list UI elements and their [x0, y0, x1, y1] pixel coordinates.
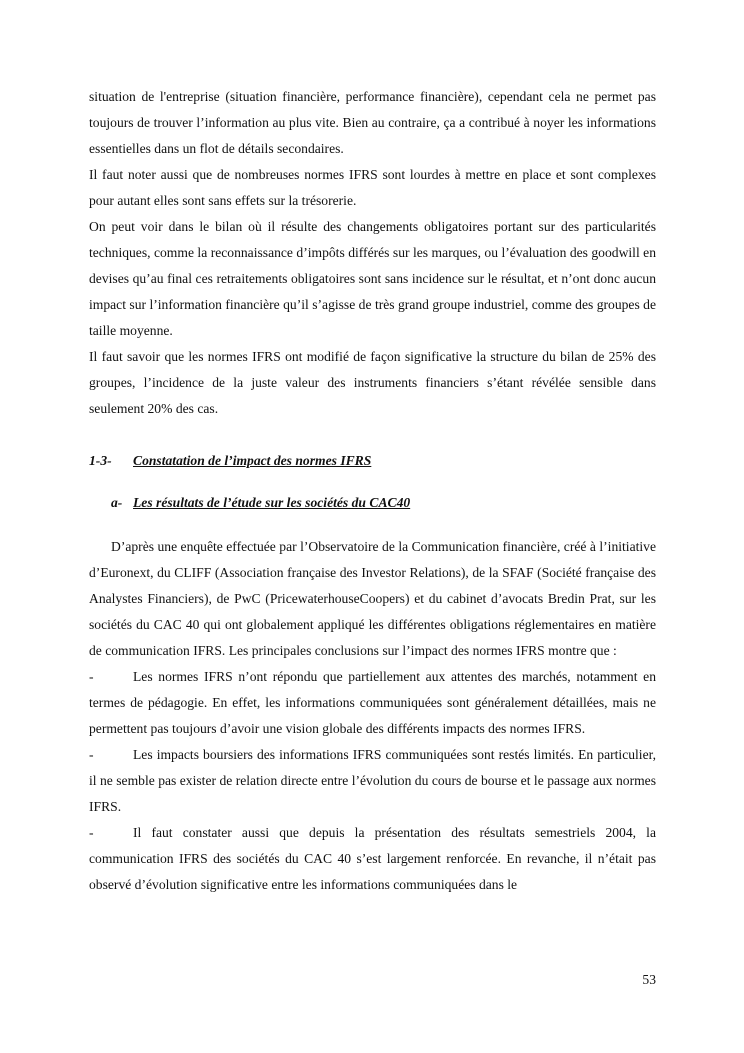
spacer [89, 474, 656, 490]
subsection-heading [89, 490, 656, 516]
bullet-text: Les impacts boursiers des informations IFRS communiquées sont restés limités. En particulier, il ne semble pas exister de relation directe entre l’évolution du cours de bourse et le passage aux normes IFRS. [89, 747, 656, 814]
paragraph: On peut voir dans le bilan où il résulte des changements obligatoires portant sur des particularités techniques, comme la reconnaissance d’impôts différés sur les marques, ou l’évaluation des goodwill en devises qu’au final ces retraitements obligatoires sont sans incidence sur le résultat, et n’ont donc aucun impact sur l’information financière qu’il s’agisse de très grand groupe industriel, comme des groupes de taille moyenne. [89, 219, 656, 338]
subsection-title: Les résultats de l’étude sur les sociétés du CAC40 [133, 495, 411, 510]
subsection-letter: a- [111, 495, 123, 510]
bullet-item [89, 820, 656, 898]
section-number: 1-3- [89, 453, 112, 468]
paragraph: Il faut noter aussi que de nombreuses normes IFRS sont lourdes à mettre en place et sont complexes pour autant elles sont sans effets sur la trésorerie. [89, 167, 656, 208]
bullet-item [89, 664, 656, 742]
bullet-item [89, 742, 656, 820]
paragraph: Il faut savoir que les normes IFRS ont modifié de façon significative la structure du bilan de 25% des groupes, l’incidence de la juste valeur des instruments financiers s’étant révélée sensible dans seulement 20% des cas. [89, 349, 656, 416]
bullet-text: Il faut constater aussi que depuis la présentation des résultats semestriels 2004, la communication IFRS des sociétés du CAC 40 s’est largement renforcée. En revanche, il n’était pas observé d’évolution significative entre les informations communiquées dans le [89, 825, 656, 892]
paragraph: situation de l'entreprise (situation financière, performance financière), cependant cela ne permet pas toujours de trouver l’information au plus vite. Bien au contraire, ça a contribué à noyer les informations essentielles dans un flot de détails secondaires. [89, 89, 656, 156]
section-heading [89, 448, 656, 474]
bullet-dash: - [89, 825, 94, 840]
bullet-text: Les normes IFRS n’ont répondu que partiellement aux attentes des marchés, notamment en termes de pédagogie. En effet, les informations communiquées sont généralement détaillées, mais ne permettent pas toujours d’avoir une vision globale des différents impacts des normes IFRS. [89, 669, 656, 736]
bullet-dash: - [89, 747, 94, 762]
intro-paragraph: D’après une enquête effectuée par l’Observatoire de la Communication financière, créé à l’initiative d’Euronext, du CLIFF (Association française des Investor Relations), de la SFAF (Société française des Analystes Financiers), de PwC (PricewaterhouseCoopers) et du cabinet d’avocats Bredin Prat, sur les sociétés du CAC 40 qui ont globalement appliqué les différentes obligations réglementaires en matière de communication IFRS. Les principales conclusions sur l’impact des normes IFRS montre que : [89, 539, 656, 658]
bullet-dash: - [89, 669, 94, 684]
section-title: Constatation de l’impact des normes IFRS [133, 453, 372, 468]
document-page [89, 84, 656, 898]
spacer [89, 516, 656, 534]
spacer [89, 422, 656, 448]
page-number: 53 [642, 972, 656, 987]
